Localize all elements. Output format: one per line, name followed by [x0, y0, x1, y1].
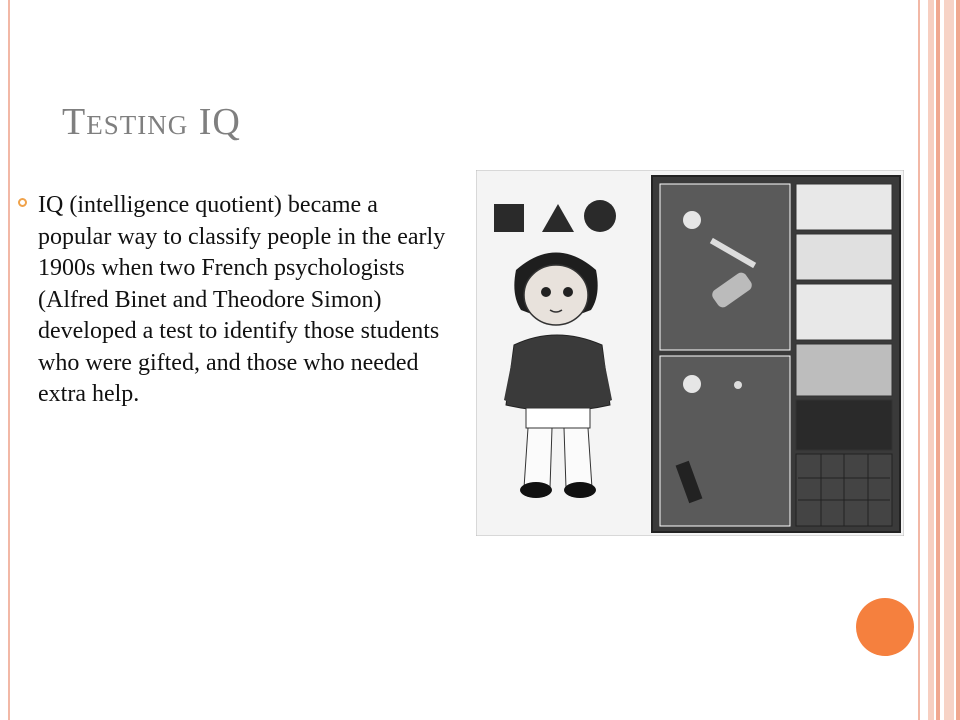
bullet-item — [16, 190, 456, 411]
bullet-list — [16, 190, 456, 411]
circle-shape — [584, 200, 616, 232]
lower-tray — [660, 356, 790, 526]
bullet-circle-icon — [18, 198, 27, 207]
side-compartments — [796, 184, 892, 526]
slide-title: Testing IQ — [62, 101, 241, 143]
decorative-stripe — [936, 0, 940, 720]
square-shape — [494, 204, 524, 232]
decorative-stripe — [944, 0, 954, 720]
accent-circle — [856, 598, 914, 656]
upper-tray — [660, 184, 790, 350]
decorative-stripe — [928, 0, 934, 720]
decorative-stripe — [956, 0, 960, 720]
test-materials-photo — [476, 170, 904, 536]
bullet-text: IQ (intelligence quotient) became a popular way to classify people in the early 1900s when two French psychologists (Alfred Binet and Theodore Simon) developed a test to identify those students who were gifted, and those who needed extra help. — [38, 192, 446, 407]
